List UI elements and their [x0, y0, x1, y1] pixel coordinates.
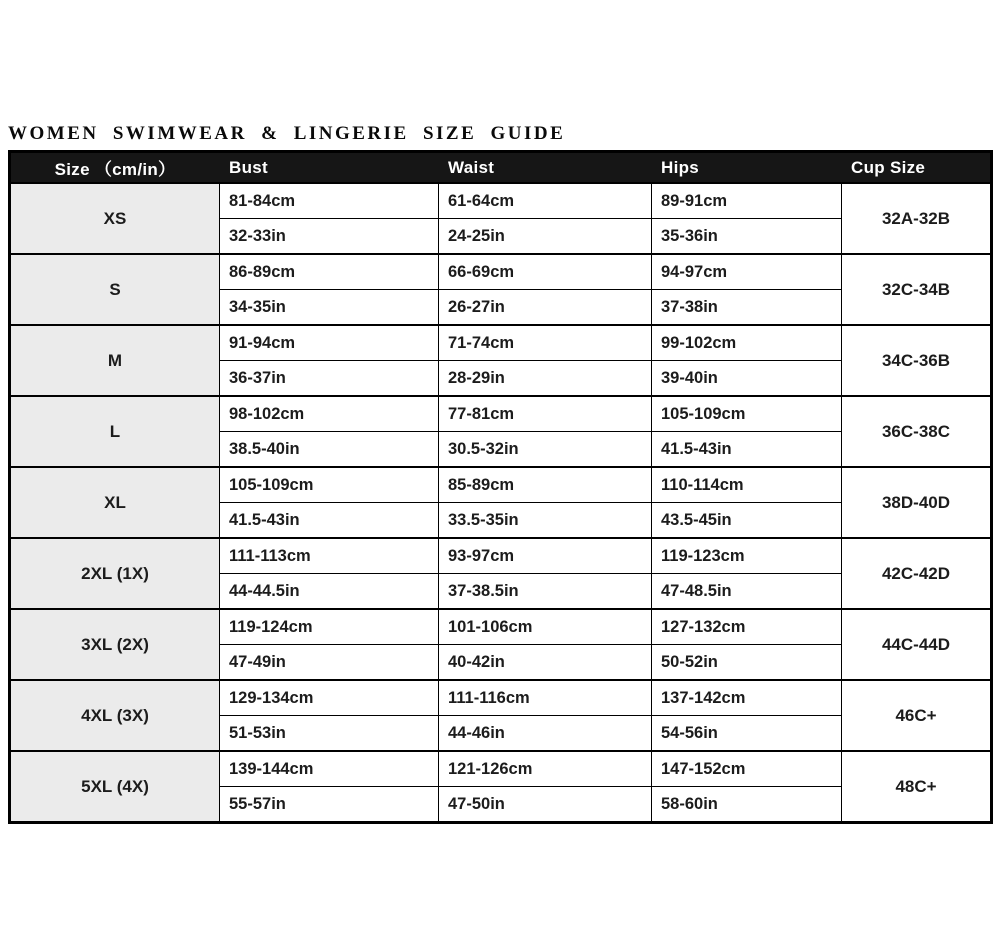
bust-cm: 139-144cm: [220, 751, 439, 787]
table-row: [10, 325, 992, 361]
bust-cm: 105-109cm: [220, 467, 439, 503]
waist-in: 33.5-35in: [439, 503, 652, 539]
waist-in: 30.5-32in: [439, 432, 652, 468]
waist-cm: 85-89cm: [439, 467, 652, 503]
bust-cm: 129-134cm: [220, 680, 439, 716]
bust-cm: 119-124cm: [220, 609, 439, 645]
header-bust: Bust: [220, 152, 439, 184]
header-row: [10, 152, 992, 184]
size-group-xs: [10, 183, 992, 254]
bust-in: 51-53in: [220, 716, 439, 752]
size-label: XL: [10, 467, 220, 538]
table-row: [10, 538, 992, 574]
header-size: Size （cm/in）: [10, 152, 220, 184]
header-waist: Waist: [439, 152, 652, 184]
hips-cm: 137-142cm: [652, 680, 842, 716]
cup-size-value: 44C-44D: [842, 609, 992, 680]
hips-cm: 147-152cm: [652, 751, 842, 787]
cup-size-value: 36C-38C: [842, 396, 992, 467]
hips-in: 47-48.5in: [652, 574, 842, 610]
waist-in: 26-27in: [439, 290, 652, 326]
hips-cm: 127-132cm: [652, 609, 842, 645]
hips-in: 41.5-43in: [652, 432, 842, 468]
table-header: [10, 152, 992, 184]
size-label: 4XL (3X): [10, 680, 220, 751]
hips-in: 50-52in: [652, 645, 842, 681]
cup-size-value: 42C-42D: [842, 538, 992, 609]
hips-in: 54-56in: [652, 716, 842, 752]
bust-cm: 81-84cm: [220, 183, 439, 219]
waist-cm: 111-116cm: [439, 680, 652, 716]
table-row: [10, 396, 992, 432]
bust-in: 32-33in: [220, 219, 439, 255]
size-group-xl: [10, 467, 992, 538]
hips-cm: 89-91cm: [652, 183, 842, 219]
waist-cm: 61-64cm: [439, 183, 652, 219]
size-label: 2XL (1X): [10, 538, 220, 609]
hips-in: 39-40in: [652, 361, 842, 397]
table-row: [10, 751, 992, 787]
hips-in: 35-36in: [652, 219, 842, 255]
size-guide-table: [8, 150, 993, 824]
cup-size-value: 32C-34B: [842, 254, 992, 325]
size-label: L: [10, 396, 220, 467]
waist-cm: 121-126cm: [439, 751, 652, 787]
size-group-s: [10, 254, 992, 325]
size-label: 5XL (4X): [10, 751, 220, 823]
waist-cm: 101-106cm: [439, 609, 652, 645]
size-label: XS: [10, 183, 220, 254]
table-row: [10, 254, 992, 290]
waist-in: 44-46in: [439, 716, 652, 752]
hips-cm: 119-123cm: [652, 538, 842, 574]
table-row: [10, 609, 992, 645]
bust-in: 34-35in: [220, 290, 439, 326]
header-hips: Hips: [652, 152, 842, 184]
hips-in: 58-60in: [652, 787, 842, 823]
size-group-m: [10, 325, 992, 396]
cup-size-value: 48C+: [842, 751, 992, 823]
table-row: [10, 183, 992, 219]
bust-in: 36-37in: [220, 361, 439, 397]
waist-in: 37-38.5in: [439, 574, 652, 610]
waist-in: 40-42in: [439, 645, 652, 681]
bust-cm: 91-94cm: [220, 325, 439, 361]
bust-cm: 98-102cm: [220, 396, 439, 432]
waist-cm: 71-74cm: [439, 325, 652, 361]
size-label: 3XL (2X): [10, 609, 220, 680]
bust-in: 47-49in: [220, 645, 439, 681]
waist-cm: 93-97cm: [439, 538, 652, 574]
header-cup-size: Cup Size: [842, 152, 992, 184]
bust-cm: 86-89cm: [220, 254, 439, 290]
cup-size-value: 34C-36B: [842, 325, 992, 396]
size-group-l: [10, 396, 992, 467]
size-group-5xl: [10, 751, 992, 823]
bust-in: 38.5-40in: [220, 432, 439, 468]
size-label: S: [10, 254, 220, 325]
cup-size-value: 46C+: [842, 680, 992, 751]
cup-size-value: 32A-32B: [842, 183, 992, 254]
hips-in: 37-38in: [652, 290, 842, 326]
hips-in: 43.5-45in: [652, 503, 842, 539]
table-row: [10, 680, 992, 716]
bust-in: 55-57in: [220, 787, 439, 823]
size-group-3xl: [10, 609, 992, 680]
hips-cm: 105-109cm: [652, 396, 842, 432]
waist-cm: 77-81cm: [439, 396, 652, 432]
cup-size-value: 38D-40D: [842, 467, 992, 538]
waist-in: 28-29in: [439, 361, 652, 397]
table-row: [10, 467, 992, 503]
hips-cm: 99-102cm: [652, 325, 842, 361]
hips-cm: 110-114cm: [652, 467, 842, 503]
waist-in: 47-50in: [439, 787, 652, 823]
size-label: M: [10, 325, 220, 396]
bust-cm: 111-113cm: [220, 538, 439, 574]
waist-cm: 66-69cm: [439, 254, 652, 290]
waist-in: 24-25in: [439, 219, 652, 255]
bust-in: 44-44.5in: [220, 574, 439, 610]
hips-cm: 94-97cm: [652, 254, 842, 290]
page-title: WOMEN SWIMWEAR & LINGERIE SIZE GUIDE: [8, 123, 566, 144]
size-group-4xl: [10, 680, 992, 751]
bust-in: 41.5-43in: [220, 503, 439, 539]
size-group-2xl: [10, 538, 992, 609]
